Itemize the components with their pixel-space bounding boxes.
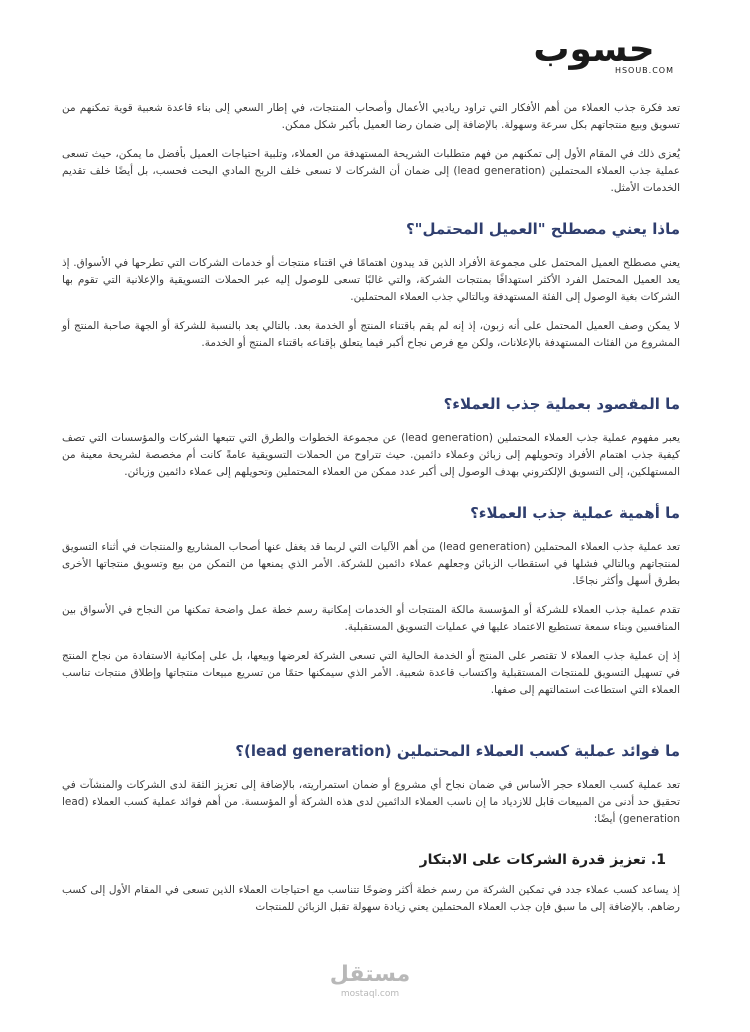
intro-paragraph: تعد فكرة جذب العملاء من أهم الأفكار التي تراود رياديي الأعمال وأصحاب المنتجات، في إطار السعي إلى بناء قاعدة شعبية قوية تمكنهم من تسويق وبيع منتجاتهم بكل سرعة وسهولة. بالإضافة إلى ضمان رضا العميل بأكبر شكل ممكن. <box>62 102 680 131</box>
subsection-heading: 1. تعزيز قدرة الشركات على الابتكار <box>419 852 666 868</box>
section-paragraph: تقدم عملية جذب العملاء للشركة أو المؤسسة مالكة المنتجات أو الخدمات إمكانية رسم خطة عمل واضحة تمكنها من النجاح في الأسواق بين المنافسين وبناء سمعة تستطيع الاعتماد عليها في عمليات التسويق المستقبلية. <box>62 604 680 633</box>
section-heading: ما أهمية عملية جذب العملاء؟ <box>470 504 680 522</box>
section-paragraph: إذ إن عملية جذب العملاء لا تقتصر على المنتج أو الخدمة الحالية التي تسعى الشركة لعرضها وبيعها، بل على إمكانية الاستفادة من نجاح المنتج في تسهيل التسويق للمنتجات المستقبلية واكتساب قاعدة شعبية. الأمر الذي سيمكنها حتمًا من تسريع مبيعات منتجاتها وإطلاق منتجات تناسب العملاء التي استطاعت استمالتهم إلى صفها. <box>62 650 680 696</box>
section-paragraph: يعبر مفهوم عملية جذب العملاء المحتملين (lead generation) عن مجموعة الخطوات والطرق التي تتبعها الشركات والمؤسسات التي تصف كيفية جذب اهتمام الأفراد وتحويلهم إلى زبائن وعملاء دائمين. حيث تتراوح من الحملات التسويقية عامةً كانت أم مخصصة لشريحة معينة من المستهلكين، إلى التسويق الإلكتروني بهدف الوصول إلى أكبر عدد ممكن من العملاء المحتملين وتحويلهم إلى عملاء دائمين وزبائن. <box>62 432 680 478</box>
watermark-name: مستقل <box>329 962 411 987</box>
article-body <box>62 100 680 928</box>
section-heading: ماذا يعني مصطلح "العميل المحتمل"؟ <box>405 220 680 238</box>
section-paragraph: يعني مصطلح العميل المحتمل على مجموعة الأفراد الذين قد يبدون اهتمامًا في اقتناء منتجات أو خدمات الشركات التي تطرحها في الأسواق. إذ يعد العميل المحتمل الفرد الأكثر استهدافًا بمنتجات الشركة، والتي غالبًا تسعى للوصول إليه عبر الحملات التسويقية والإعلانية التي تقوم بها الشركات بغية الوصول إلى الفئة المستهدفة وبالتالي جذب العملاء المحتملين. <box>62 257 680 303</box>
watermark-domain: mostaql.com <box>340 989 400 999</box>
section-heading: ما المقصود بعملية جذب العملاء؟ <box>443 395 680 413</box>
mostaql-watermark <box>320 962 420 1000</box>
section-paragraph: تعد عملية كسب العملاء حجر الأساس في ضمان نجاح أي مشروع أو ضمان استمراريته، بالإضافة إلى تعزيز الثقة لدى الشركات والمنشآت في تحقيق حد أدنى من المبيعات قابل للازدياد ما إن ناسب العملاء الدائمين لدى هذه الشركة أو المؤسسة. من أهم فوائد عملية كسب العملاء (lead generation) أيضًا: <box>62 779 680 825</box>
subsection-paragraph: إذ يساعد كسب عملاء جدد في تمكين الشركة من رسم خطة أكثر وضوحًا تتناسب مع احتياجات العملاء الذين تسعى في المقام الأول إلى كسب رضاهم. بالإضافة إلى ما سبق فإن جذب العملاء المحتملين يعني زيادة سهولة تقبل الزبائن للمنتجات <box>62 884 680 913</box>
logo-domain: HSOUB.COM <box>614 66 674 75</box>
intro-paragraph: يُعزى ذلك في المقام الأول إلى تمكنهم من فهم متطلبات الشريحة المستهدفة من العملاء، وتلبية احتياجات العميل بأفضل ما يمكن، حيث تسعى عملية جذب العملاء المحتملين (lead generation) إلى ضمان أن الشركات لا تسعى خلف الربح المادي البحت فحسب، بل أيضًا خلف تقديم الخدمات الأمثل. <box>62 148 681 194</box>
section-paragraph: لا يمكن وصف العميل المحتمل على أنه زبون، إذ إنه لم يقم باقتناء المنتج أو الخدمة بعد. بالتالي يعد بالنسبة للشركة أو الجهة صاحبة المنتج أو المشروع من الفئات المستهدفة بالإعلانات، ولكن مع فرص نجاح أكبر فيما يتعلق بإقناعه باقتناء المنتج أو الخدمة. <box>62 320 680 349</box>
section-paragraph: تعد عملية جذب العملاء المحتملين (lead generation) من أهم الآليات التي لربما قد يغفل عنها أصحاب المشاريع والمنتجات في أثناء التسويق لمنتجاتهم وبالتالي فشلها في استقطاب الزبائن وجعلهم عملاء دائمين للشركة. الأمر الذي يمنعها من التمكن من بيع وتسويق منتجاتها الأخرى بطرق أسهل وأكثر نجاحًا. <box>62 541 681 587</box>
section-heading: ما فوائد عملية كسب العملاء المحتملين (lead generation)؟ <box>235 742 680 760</box>
hsoub-logo <box>514 30 674 78</box>
logo-wordmark: حسوب <box>533 29 655 70</box>
